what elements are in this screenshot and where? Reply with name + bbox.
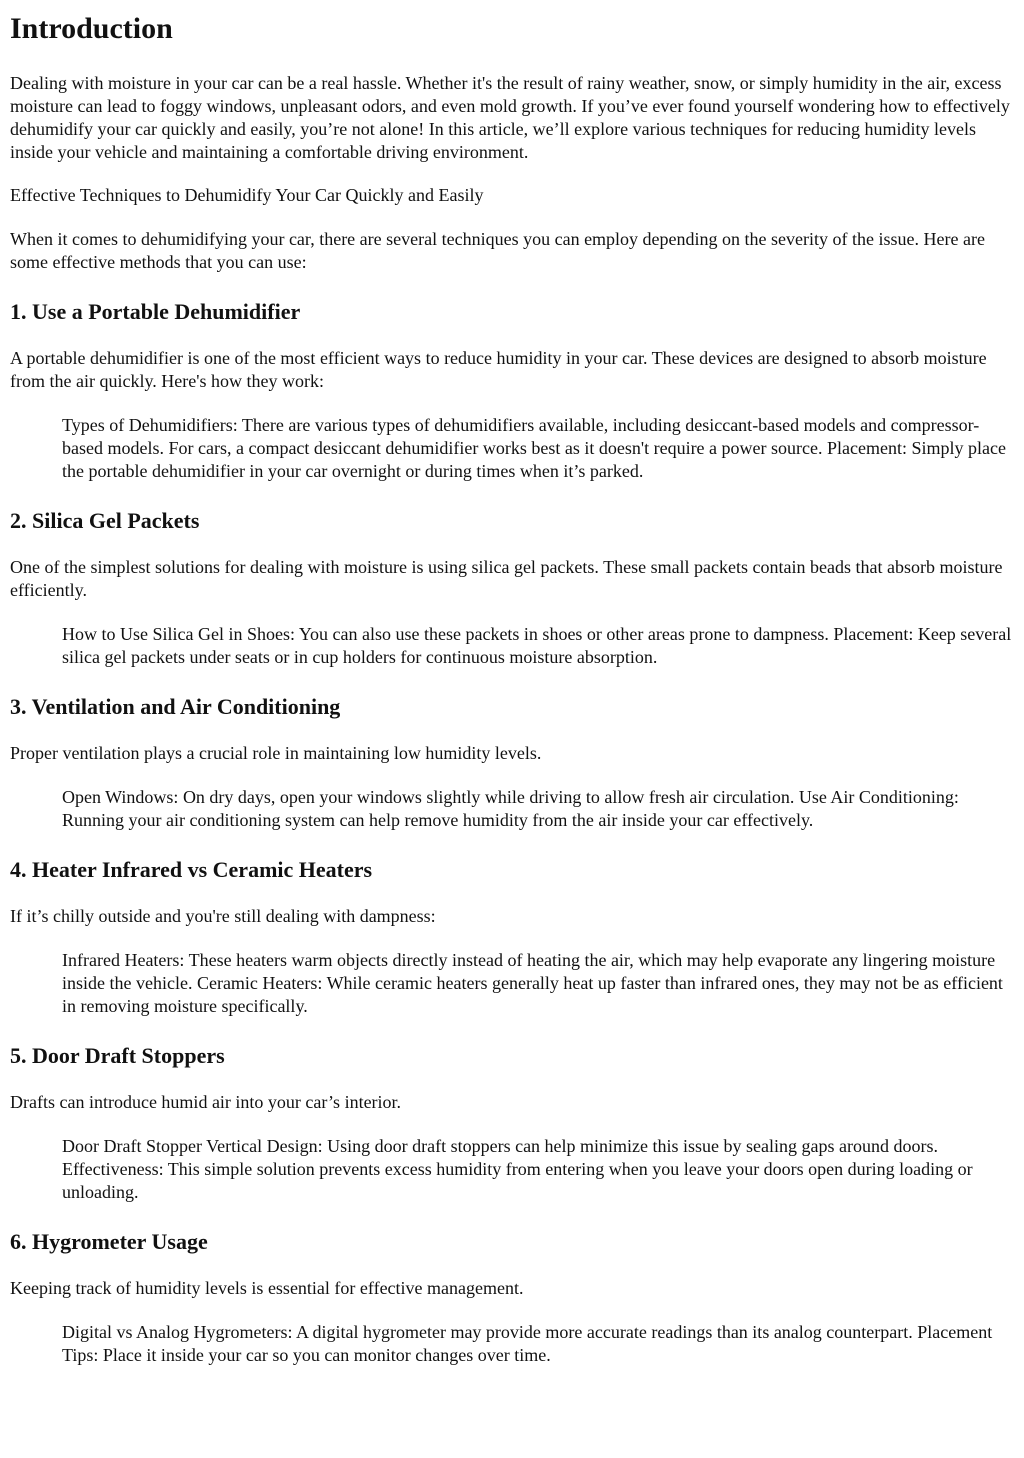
section-detail: Open Windows: On dry days, open your windows slightly while driving to allow fresh air circulation. Use Air Conditioning: Running your air conditioning system can help remove humidity from the air inside your car effectively. [62, 787, 959, 830]
section-portable-dehumidifier [10, 299, 1014, 483]
section-heaters [10, 857, 1014, 1018]
lead-paragraph: When it comes to dehumidifying your car, there are several techniques you can employ depending on the severity of the issue. Here are some effective methods that you can use: [10, 229, 985, 272]
section-paragraph: One of the simplest solutions for dealing with moisture is using silica gel packets. These small packets contain beads that absorb moisture efficiently. [10, 557, 1003, 600]
section-draft-stoppers [10, 1043, 1014, 1204]
section-paragraph: Keeping track of humidity levels is essential for effective management. [10, 1278, 524, 1298]
section-heading: 5. Door Draft Stoppers [10, 1043, 225, 1068]
section-paragraph: Drafts can introduce humid air into your car’s interior. [10, 1092, 402, 1112]
section-detail: Digital vs Analog Hygrometers: A digital hygrometer may provide more accurate readings than its analog counterpart. Placement Tips: Place it inside your car so you can monitor changes over time. [62, 1322, 993, 1365]
section-detail: How to Use Silica Gel in Shoes: You can also use these packets in shoes or other areas prone to dampness. Placement: Keep several silica gel packets under seats or in cup holders for continuous moisture absorption. [62, 624, 1012, 667]
section-ventilation [10, 694, 1014, 832]
intro-paragraph: Dealing with moisture in your car can be a real hassle. Whether it's the result of rainy weather, snow, or simply humidity in the air, excess moisture can lead to foggy windows, unpleasant odors, and even mold growth. If you’ve ever found yourself wondering how to effectively dehumidify your car quickly and easily, you’re not alone! In this article, we’ll explore various techniques for reducing humidity levels inside your vehicle and maintaining a comfortable driving environment. [10, 73, 1010, 162]
section-paragraph: If it’s chilly outside and you're still dealing with dampness: [10, 906, 436, 926]
section-detail: Types of Dehumidifiers: There are various types of dehumidifiers available, including desiccant-based models and compressor-based models. For cars, a compact desiccant dehumidifier works best as it doesn't require a power source. Placement: Simply place the portable dehumidifier in your car overnight or during times when it’s parked. [62, 415, 1006, 481]
section-paragraph: A portable dehumidifier is one of the most efficient ways to reduce humidity in your car. These devices are designed to absorb moisture from the air quickly. Here's how they work: [10, 348, 987, 391]
page-title: Introduction [10, 12, 173, 45]
article [0, 12, 1024, 1367]
section-heading: 1. Use a Portable Dehumidifier [10, 299, 301, 324]
section-heading: 2. Silica Gel Packets [10, 508, 200, 533]
section-detail: Infrared Heaters: These heaters warm objects directly instead of heating the air, which may help evaporate any lingering moisture inside the vehicle. Ceramic Heaters: While ceramic heaters generally heat up faster than infrared ones, they may not be as efficient in removing moisture specifically. [62, 950, 1003, 1016]
section-heading: 6. Hygrometer Usage [10, 1229, 208, 1254]
section-paragraph: Proper ventilation plays a crucial role in maintaining low humidity levels. [10, 743, 542, 763]
section-heading: 4. Heater Infrared vs Ceramic Heaters [10, 857, 373, 882]
section-heading: 3. Ventilation and Air Conditioning [10, 694, 341, 719]
section-silica-gel [10, 508, 1014, 669]
section-detail: Door Draft Stopper Vertical Design: Using door draft stoppers can help minimize this issue by sealing gaps around doors. Effectiveness: This simple solution prevents excess humidity from entering when you leave your doors open during loading or unloading. [62, 1136, 973, 1202]
section-hygrometer [10, 1229, 1014, 1367]
article-subheading: Effective Techniques to Dehumidify Your Car Quickly and Easily [10, 185, 484, 205]
